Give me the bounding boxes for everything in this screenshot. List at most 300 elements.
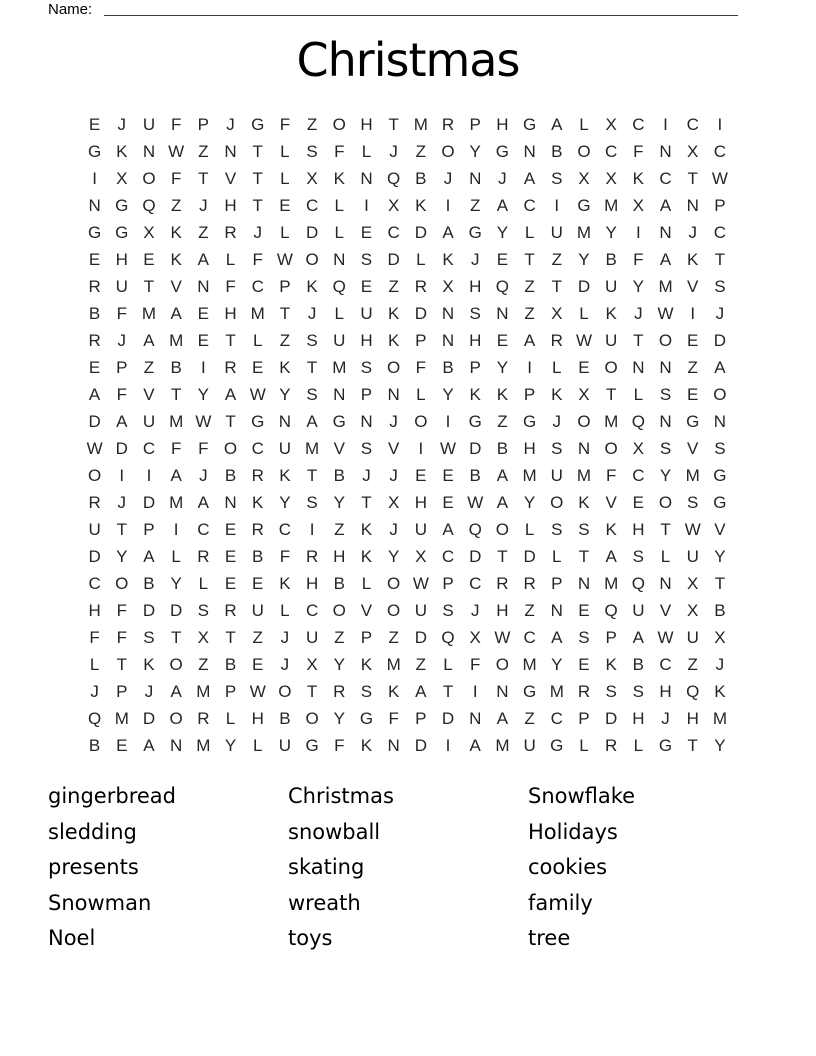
grid-letter: Z (524, 600, 535, 620)
grid-letter: M (169, 411, 184, 431)
grid-letter: N (387, 384, 400, 404)
grid-letter: R (333, 681, 346, 701)
grid-letter: U (278, 438, 292, 458)
grid-letter: S (360, 681, 373, 701)
grid-letter: F (633, 141, 644, 161)
grid-letter: L (225, 249, 236, 269)
grid-letter: O (387, 573, 401, 593)
word-item: presents (48, 855, 139, 880)
grid-letter: N (441, 330, 455, 350)
grid-letter: F (470, 654, 481, 674)
grid-letter: S (306, 384, 318, 404)
grid-letter: T (660, 519, 671, 539)
grid-letter: T (252, 195, 263, 215)
grid-letter: L (334, 222, 345, 242)
grid-letter: O (169, 654, 183, 674)
grid-letter: I (200, 357, 206, 377)
grid-letter: Z (388, 627, 399, 647)
grid-letter: H (224, 195, 237, 215)
grid-letter: A (496, 492, 509, 512)
grid-letter: Z (334, 627, 345, 647)
grid-letter: S (143, 627, 155, 647)
grid-letter: Y (578, 249, 590, 269)
grid-letter: Z (388, 276, 399, 296)
grid-letter: S (306, 141, 318, 161)
grid-letter: M (549, 681, 564, 701)
grid-letter: U (605, 330, 618, 350)
grid-letter: J (199, 465, 208, 485)
grid-letter: B (224, 654, 237, 674)
grid-letter: O (305, 708, 319, 728)
grid-letter: K (360, 735, 373, 755)
grid-letter: G (658, 735, 673, 755)
grid-letter: N (659, 357, 672, 377)
grid-letter: D (605, 708, 618, 728)
grid-letter: E (197, 330, 210, 350)
grid-letter: H (88, 600, 101, 620)
grid-letter: X (387, 492, 400, 512)
grid-letter: O (713, 384, 727, 404)
grid-letter: U (414, 600, 427, 620)
grid-letter: N (224, 141, 237, 161)
grid-letter: B (714, 600, 726, 620)
grid-letter: Z (470, 195, 481, 215)
word-list-column (48, 779, 278, 957)
grid-letter: F (89, 627, 100, 647)
grid-letter: A (197, 492, 210, 512)
grid-letter: E (442, 492, 454, 512)
grid-letter: D (713, 330, 727, 350)
grid-letter: Z (524, 708, 535, 728)
grid-letter: E (578, 654, 590, 674)
grid-letter: L (225, 708, 236, 728)
grid-letter: C (441, 546, 455, 566)
grid-letter: L (524, 519, 535, 539)
grid-letter: B (252, 546, 264, 566)
grid-letter: D (414, 627, 427, 647)
grid-letter: X (578, 168, 590, 188)
grid-letter: F (605, 465, 617, 485)
grid-letter: F (334, 735, 345, 755)
grid-letter: N (333, 384, 346, 404)
grid-letter: K (170, 249, 182, 269)
grid-letter: C (305, 600, 319, 620)
grid-letter: V (333, 438, 345, 458)
grid-letter: B (333, 573, 345, 593)
grid-letter: E (360, 276, 373, 296)
grid-letter: A (116, 411, 128, 431)
grid-letter: L (252, 735, 263, 755)
grid-letter: M (141, 303, 157, 323)
grid-letter: G (713, 492, 727, 512)
grid-letter: K (714, 681, 726, 701)
grid-letter: T (551, 276, 562, 296)
grid-letter: M (712, 708, 727, 728)
grid-letter: B (143, 573, 155, 593)
grid-letter: M (495, 735, 510, 755)
grid-letter: J (715, 654, 725, 674)
grid-letter: C (387, 222, 400, 242)
grid-letter: G (115, 222, 129, 242)
grid-letter: N (224, 492, 237, 512)
grid-letter: Z (198, 141, 209, 161)
grid-letter: X (687, 573, 699, 593)
grid-letter: A (143, 735, 155, 755)
grid-letter: M (658, 276, 673, 296)
grid-letter: M (685, 465, 700, 485)
grid-letter: N (278, 411, 292, 431)
grid-letter: D (577, 276, 591, 296)
grid-letter: A (551, 114, 563, 134)
grid-letter: E (252, 654, 264, 674)
grid-letter: Y (224, 735, 237, 755)
grid-letter: P (197, 114, 210, 134)
grid-letter: H (414, 492, 427, 512)
grid-letter: O (658, 492, 673, 512)
grid-letter: N (632, 357, 645, 377)
grid-letter: K (170, 222, 182, 242)
grid-letter: F (170, 168, 182, 188)
grid-letter: I (635, 222, 641, 242)
grid-letter: F (279, 546, 291, 566)
grid-letter: G (550, 735, 564, 755)
grid-letter: F (116, 627, 127, 647)
grid-letter: T (306, 357, 318, 377)
grid-letter: U (523, 735, 536, 755)
grid-letter: E (143, 249, 155, 269)
grid-letter: S (632, 681, 645, 701)
grid-letter: Z (415, 654, 427, 674)
grid-letter: S (632, 546, 645, 566)
grid-letter: H (632, 519, 645, 539)
grid-letter: J (470, 249, 480, 269)
grid-letter: C (713, 141, 727, 161)
grid-letter: E (116, 735, 128, 755)
grid-letter: A (170, 303, 182, 323)
grid-letter: Y (605, 222, 617, 242)
grid-letter: Y (496, 357, 509, 377)
grid-letter: L (171, 546, 181, 566)
grid-letter: N (659, 573, 672, 593)
grid-letter: U (632, 600, 645, 620)
grid-letter: T (198, 168, 209, 188)
grid-letter: Y (714, 735, 726, 755)
grid-letter: L (361, 573, 372, 593)
grid-letter: Y (279, 492, 291, 512)
grid-letter: C (632, 114, 645, 134)
grid-letter: E (496, 249, 509, 269)
grid-letter: N (523, 141, 536, 161)
grid-letter: U (88, 519, 101, 539)
grid-letter: P (551, 573, 563, 593)
grid-letter: Y (333, 654, 345, 674)
grid-letter: K (279, 465, 291, 485)
grid-letter: P (116, 681, 128, 701)
grid-letter: M (196, 681, 211, 701)
grid-letter: W (249, 384, 266, 404)
grid-letter: P (143, 519, 155, 539)
grid-letter: B (442, 357, 454, 377)
grid-letter: N (577, 573, 591, 593)
grid-letter: W (412, 573, 429, 593)
grid-letter: G (522, 114, 537, 134)
grid-letter: J (634, 303, 643, 323)
grid-letter: C (523, 627, 536, 647)
grid-letter: J (443, 168, 453, 188)
grid-letter: T (714, 249, 726, 269)
grid-letter: O (414, 411, 428, 431)
grid-letter: U (414, 519, 427, 539)
grid-letter: Q (604, 600, 618, 620)
grid-letter: A (170, 681, 182, 701)
grid-letter: O (495, 654, 510, 674)
grid-letter: C (469, 573, 482, 593)
grid-letter: V (659, 600, 672, 620)
grid-letter: T (714, 573, 726, 593)
grid-letter: R (88, 492, 101, 512)
grid-letter: M (576, 222, 592, 242)
grid-letter: K (442, 249, 454, 269)
grid-letter: J (389, 519, 398, 539)
grid-letter: E (252, 357, 264, 377)
grid-letter: R (496, 573, 509, 593)
grid-letter: J (226, 114, 235, 134)
grid-letter: O (604, 357, 618, 377)
grid-letter: U (686, 627, 699, 647)
grid-letter: U (605, 276, 618, 296)
grid-letter: Q (441, 627, 455, 647)
grid-letter: O (305, 249, 319, 269)
grid-letter: O (577, 141, 591, 161)
grid-letter: G (251, 411, 265, 431)
grid-letter: P (523, 384, 536, 404)
grid-letter: V (605, 492, 617, 512)
grid-letter: K (387, 303, 400, 323)
grid-letter: Z (687, 357, 698, 377)
grid-letter: M (196, 735, 211, 755)
grid-letter: S (578, 519, 590, 539)
grid-letter: E (224, 546, 237, 566)
grid-letter: G (686, 411, 700, 431)
grid-letter: E (252, 573, 264, 593)
grid-letter: T (361, 492, 372, 512)
grid-letter: W (276, 249, 293, 269)
grid-letter: B (88, 303, 101, 323)
word-item: sledding (48, 819, 137, 844)
grid-letter: N (659, 141, 672, 161)
grid-letter: W (711, 168, 728, 188)
grid-letter: B (88, 735, 101, 755)
grid-letter: T (225, 627, 236, 647)
grid-letter: K (360, 546, 373, 566)
grid-letter: Q (87, 708, 102, 728)
grid-letter: A (523, 168, 536, 188)
grid-letter: W (440, 438, 457, 458)
grid-letter: V (170, 276, 182, 296)
grid-letter: B (551, 141, 563, 161)
grid-letter: C (686, 114, 699, 134)
grid-letter: R (305, 546, 319, 566)
grid-letter: T (252, 141, 263, 161)
grid-letter: C (632, 465, 645, 485)
word-item: Christmas (288, 784, 394, 808)
grid-letter: M (386, 654, 401, 674)
grid-letter: P (415, 330, 427, 350)
grid-letter: B (632, 654, 645, 674)
grid-letter: L (633, 735, 644, 755)
grid-letter: I (445, 411, 451, 431)
grid-letter: D (523, 546, 536, 566)
grid-letter: R (197, 546, 210, 566)
grid-letter: K (387, 330, 400, 350)
grid-letter: I (119, 465, 125, 485)
grid-letter: E (197, 303, 210, 323)
grid-letter: J (199, 195, 208, 215)
grid-letter: E (88, 357, 101, 377)
grid-letter: I (717, 114, 723, 134)
grid-letter: L (552, 546, 562, 566)
grid-letter: F (633, 249, 644, 269)
grid-letter: L (416, 384, 426, 404)
grid-letter: M (114, 708, 129, 728)
grid-letter: J (498, 168, 507, 188)
grid-letter: C (142, 438, 156, 458)
grid-letter: R (414, 276, 427, 296)
grid-letter: F (252, 249, 263, 269)
grid-letter: P (360, 627, 373, 647)
grid-letter: V (143, 384, 155, 404)
grid-letter: C (523, 195, 536, 215)
grid-letter: X (143, 222, 155, 242)
grid-letter: R (197, 708, 210, 728)
grid-letter: U (115, 276, 128, 296)
grid-letter: Y (714, 546, 726, 566)
name-label: Name: (48, 1, 93, 18)
grid-letter: N (142, 141, 156, 161)
grid-letter: E (88, 114, 101, 134)
grid-letter: F (334, 141, 345, 161)
grid-letter: O (577, 411, 591, 431)
grid-letter: S (306, 492, 318, 512)
grid-letter: N (197, 276, 210, 296)
grid-letter: F (225, 276, 236, 296)
grid-letter: Z (252, 627, 263, 647)
grid-letter: Q (387, 168, 401, 188)
grid-letter: B (496, 438, 509, 458)
word-item: wreath (288, 890, 361, 915)
grid-letter: X (387, 195, 400, 215)
grid-letter: P (224, 681, 237, 701)
word-item: cookies (528, 855, 608, 880)
grid-letter: D (115, 438, 128, 458)
grid-letter: M (604, 573, 619, 593)
grid-letter: M (169, 330, 184, 350)
grid-letter: R (224, 222, 237, 242)
grid-letter: D (142, 708, 156, 728)
grid-letter: A (415, 681, 427, 701)
grid-letter: D (469, 546, 482, 566)
grid-letter: Y (496, 222, 509, 242)
grid-letter: M (522, 654, 537, 674)
grid-letter: C (197, 519, 210, 539)
grid-letter: N (88, 195, 101, 215)
grid-letter: Q (631, 573, 645, 593)
grid-letter: D (414, 303, 427, 323)
grid-letter: X (632, 195, 645, 215)
grid-letter: L (198, 573, 209, 593)
grid-letter: Y (469, 141, 481, 161)
grid-letter: E (496, 330, 509, 350)
grid-letter: N (713, 411, 727, 431)
grid-letter: E (415, 465, 427, 485)
grid-letter: B (415, 168, 427, 188)
grid-letter: Z (524, 276, 535, 296)
grid-letter: X (605, 114, 617, 134)
grid-letter: A (714, 357, 726, 377)
grid-letter: S (197, 600, 210, 620)
grid-letter: F (116, 600, 127, 620)
grid-letter: T (497, 546, 508, 566)
grid-letter: L (252, 330, 263, 350)
grid-letter: G (87, 222, 102, 242)
grid-letter: V (224, 168, 237, 188)
grid-letter: X (116, 168, 128, 188)
page-title: Christmas (296, 33, 520, 87)
grid-letter: V (687, 438, 699, 458)
grid-letter: H (469, 330, 482, 350)
word-item: Holidays (528, 819, 618, 844)
grid-letter: T (170, 627, 182, 647)
grid-letter: Y (632, 276, 645, 296)
grid-letter: P (415, 708, 427, 728)
grid-letter: M (169, 492, 184, 512)
grid-letter: B (605, 249, 617, 269)
grid-letter: J (470, 600, 480, 620)
grid-letter: T (225, 330, 236, 350)
word-list-column (288, 779, 518, 957)
grid-letter: L (280, 600, 290, 620)
grid-letter: D (88, 411, 101, 431)
grid-letter: G (359, 708, 374, 728)
grid-letter: J (117, 492, 127, 512)
grid-letter: K (360, 519, 373, 539)
grid-letter: E (442, 465, 454, 485)
grid-letter: J (90, 681, 99, 701)
grid-letter: N (550, 600, 563, 620)
grid-letter: N (469, 168, 482, 188)
grid-letter: T (524, 249, 535, 269)
grid-letter: B (469, 465, 481, 485)
grid-letter: U (550, 222, 563, 242)
grid-letter: E (632, 492, 645, 512)
grid-letter: S (360, 357, 373, 377)
grid-letter: P (578, 708, 590, 728)
grid-letter: W (657, 303, 674, 323)
grid-letter: N (659, 411, 672, 431)
grid-letter: U (142, 411, 156, 431)
grid-letter: O (223, 438, 238, 458)
grid-letter: R (88, 276, 101, 296)
grid-letter: K (469, 384, 481, 404)
grid-letter: F (279, 114, 291, 134)
grid-letter: O (332, 114, 346, 134)
grid-letter: X (469, 627, 481, 647)
grid-letter: B (170, 357, 182, 377)
grid-letter: W (467, 492, 484, 512)
grid-letter: S (551, 168, 563, 188)
grid-letter: U (360, 303, 373, 323)
grid-letter: P (279, 276, 291, 296)
